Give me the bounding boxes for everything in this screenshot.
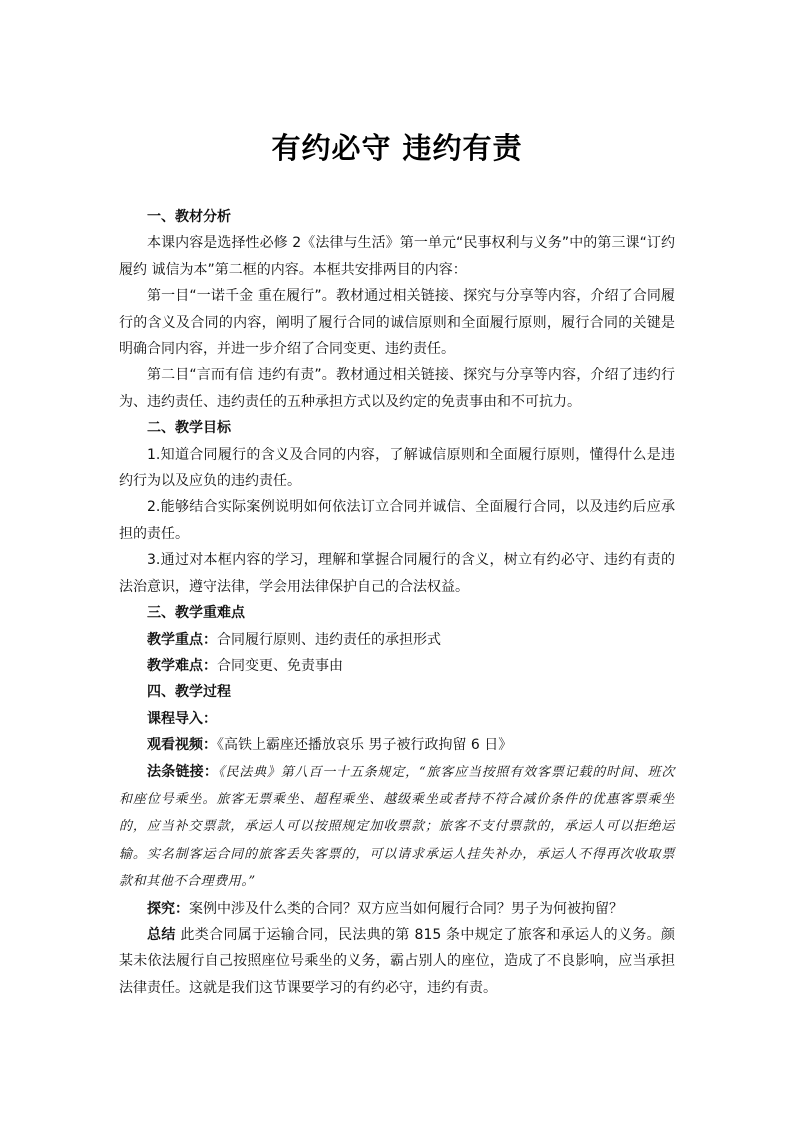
- key-point-label: 教学重点：: [147, 631, 217, 648]
- section-heading-process: 四、教学过程: [147, 684, 231, 701]
- key-point-text: 合同履行原则、违约责任的承担形式: [217, 631, 441, 648]
- difficulty-label: 教学难点：: [147, 657, 217, 674]
- video-label: 观看视频：: [147, 737, 217, 754]
- law-link-paragraph: [119, 759, 675, 896]
- explore-text: 案例中涉及什么类的合同？双方应当如何履行合同？男子为何被拘留？: [189, 900, 623, 917]
- video-line: [119, 732, 675, 758]
- section-heading-analysis: 一、教材分析: [147, 209, 231, 225]
- document-title: 有约必守 违约有责: [271, 131, 523, 165]
- difficulty-line: [119, 653, 675, 679]
- key-point-line: [119, 627, 675, 653]
- goal-item: 1.知道合同履行的含义及合同的内容，了解诚信原则和全面履行原则，懂得什么是违约行为以及应负的违约责任。: [119, 446, 675, 490]
- summary-paragraph: [119, 922, 675, 1001]
- difficulty-text: 合同变更、免责事由: [217, 657, 343, 674]
- law-link-label: 法条链接：: [147, 763, 219, 780]
- goal-item: 2.能够结合实际案例说明如何依法订立合同并诚信、全面履行合同，以及违约后应承担的责任。: [119, 499, 675, 542]
- document-body: [119, 204, 675, 1001]
- paragraph: 第一目“一诺千金 重在履行”。教材通过相关链接、探究与分享等内容，介绍了合同履行的含义及合同的内容，阐明了履行合同的诚信原则和全面履行原则，履行合同的关键是明确合同内容，并进一步介绍了合同变更、违约责任。: [119, 288, 675, 358]
- intro-label: 课程导入：: [147, 710, 217, 727]
- law-quote: 《民法典》第八百一十五条规定，“旅客应当按照有效客票记载的时间、班次和座位号乘坐。旅客无票乘坐、超程乘坐、越级乘坐或者持不符合减价条件的优惠客票乘坐的，应当补交票款，承运人可以按照规定加收票款；旅客不支付票款的，承运人可以拒绝运输。实名制客运合同的旅客丢失客票的，可以请求承运人挂失补办，承运人不得再次收取票款和其他不合理费用。”: [119, 764, 676, 890]
- paragraph: 第二目“言而有信 违约有责”。教材通过相关链接、探究与分享等内容，介绍了违约行为、违约责任、违约责任的五种承担方式以及约定的免责事由和不可抗力。: [119, 367, 675, 410]
- paragraph: 本课内容是选择性必修 2《法律与生活》第一单元“民事权利与义务”中的第三课“订约履约 诚信为本”第二框的内容。本框共安排两目的内容：: [119, 235, 675, 278]
- goal-item: 3.通过对本框内容的学习，理解和掌握合同履行的含义，树立有约必守、违约有责的法治意识，遵守法律，学会用法律保护自己的合法权益。: [119, 552, 675, 595]
- section-heading-goals: 二、教学目标: [147, 420, 231, 437]
- explore-line: [119, 896, 675, 922]
- video-title: 《高铁上霸座还播放哀乐 男子被行政拘留 6 日》: [217, 737, 513, 754]
- summary-text: 此类合同属于运输合同，民法典的第 815 条中规定了旅客和承运人的义务。颜某未依法履行自己按照座位号乘坐的义务，霸占别人的座位，造成了不良影响，应当承担法律责任。这就是我们这节课要学习的有约必守，违约有责。: [119, 926, 676, 996]
- section-heading-key-points: 三、教学重难点: [147, 605, 245, 622]
- explore-label: 探究：: [147, 900, 189, 917]
- summary-label: 总结: [147, 926, 176, 943]
